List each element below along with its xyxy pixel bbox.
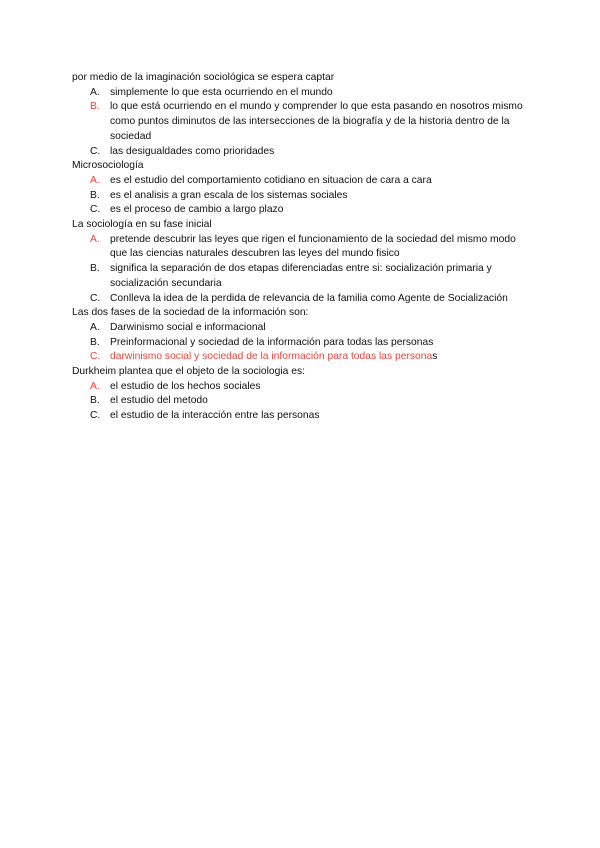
option-a — [72, 86, 532, 101]
option-letter: A. — [90, 233, 100, 245]
option-text: lo que está ocurriendo en el mundo y comprender lo que esta pasando en nosotros mismo como puntos diminutos de las intersecciones de la biografía y de la historia dentro de la sociedad — [110, 101, 523, 142]
option-b — [72, 336, 532, 351]
option-letter: A. — [90, 380, 100, 392]
question-2 — [72, 159, 532, 218]
question-text: Microsociología — [72, 160, 144, 172]
option-letter: A. — [90, 86, 100, 98]
question-3 — [72, 218, 532, 306]
option-letter: B. — [90, 101, 100, 113]
option-letter: C. — [90, 204, 101, 216]
option-letter: A. — [90, 321, 100, 333]
option-letter: C. — [90, 292, 101, 304]
option-a — [72, 380, 532, 395]
option-c — [72, 145, 532, 160]
option-text: significa la separación de dos etapas diferenciadas entre si: socialización primaria y socialización secundaria — [110, 263, 492, 289]
option-text: simplemente lo que esta ocurriendo en el mundo — [110, 86, 333, 98]
option-b — [72, 100, 532, 144]
option-text: el estudio de los hechos sociales — [110, 380, 261, 392]
option-text: Darwinismo social e informacional — [110, 321, 266, 333]
option-list — [72, 380, 532, 424]
option-letter: B. — [90, 395, 100, 407]
option-text: las desigualdades como prioridades — [110, 145, 275, 157]
option-text: Conlleva la idea de la perdida de relevancia de la familia como Agente de Socialización — [110, 292, 508, 304]
question-text: Las dos fases de la sociedad de la información son: — [72, 307, 309, 319]
option-list — [72, 174, 532, 218]
option-b — [72, 189, 532, 204]
option-a — [72, 321, 532, 336]
option-letter: C. — [90, 351, 101, 363]
option-text: es el estudio del comportamiento cotidiano en situacion de cara a cara — [110, 174, 432, 186]
option-a — [72, 233, 532, 262]
option-letter: B. — [90, 336, 100, 348]
document-body — [72, 71, 532, 424]
option-letter: C. — [90, 145, 101, 157]
option-b — [72, 262, 532, 291]
option-b — [72, 394, 532, 409]
question-text: La sociología en su fase inicial — [72, 219, 212, 231]
option-text: darwinismo social y sociedad de la información para todas las persona — [110, 351, 433, 363]
question-text: por medio de la imaginación sociológica se espera captar — [72, 72, 335, 83]
option-letter: B. — [90, 263, 100, 275]
option-letter: C. — [90, 410, 101, 422]
option-letter: B. — [90, 189, 100, 201]
option-list — [72, 233, 532, 307]
option-text: el estudio del metodo — [110, 395, 208, 407]
option-list — [72, 321, 532, 365]
option-text: el estudio de la interacción entre las personas — [110, 410, 320, 422]
option-text: Preinformacional y sociedad de la información para todas las personas — [110, 336, 434, 348]
option-text: es el proceso de cambio a largo plazo — [110, 204, 284, 216]
question-text: Durkheim plantea que el objeto de la sociologia es: — [72, 366, 305, 378]
option-c — [72, 350, 532, 365]
option-text: pretende descubrir las leyes que rigen el funcionamiento de la sociedad del mismo modo que las ciencias naturales descubren las leyes del mundo fisico — [110, 233, 516, 260]
option-text-suffix: s — [432, 351, 438, 363]
question-4 — [72, 306, 532, 365]
question-1 — [72, 71, 532, 159]
option-list — [72, 86, 532, 160]
option-c — [72, 409, 532, 424]
option-a — [72, 174, 532, 189]
option-c — [72, 203, 532, 218]
question-5 — [72, 365, 532, 424]
option-letter: A. — [90, 174, 100, 186]
option-text: es el analisis a gran escala de los sistemas sociales — [110, 189, 348, 201]
option-c — [72, 292, 532, 307]
